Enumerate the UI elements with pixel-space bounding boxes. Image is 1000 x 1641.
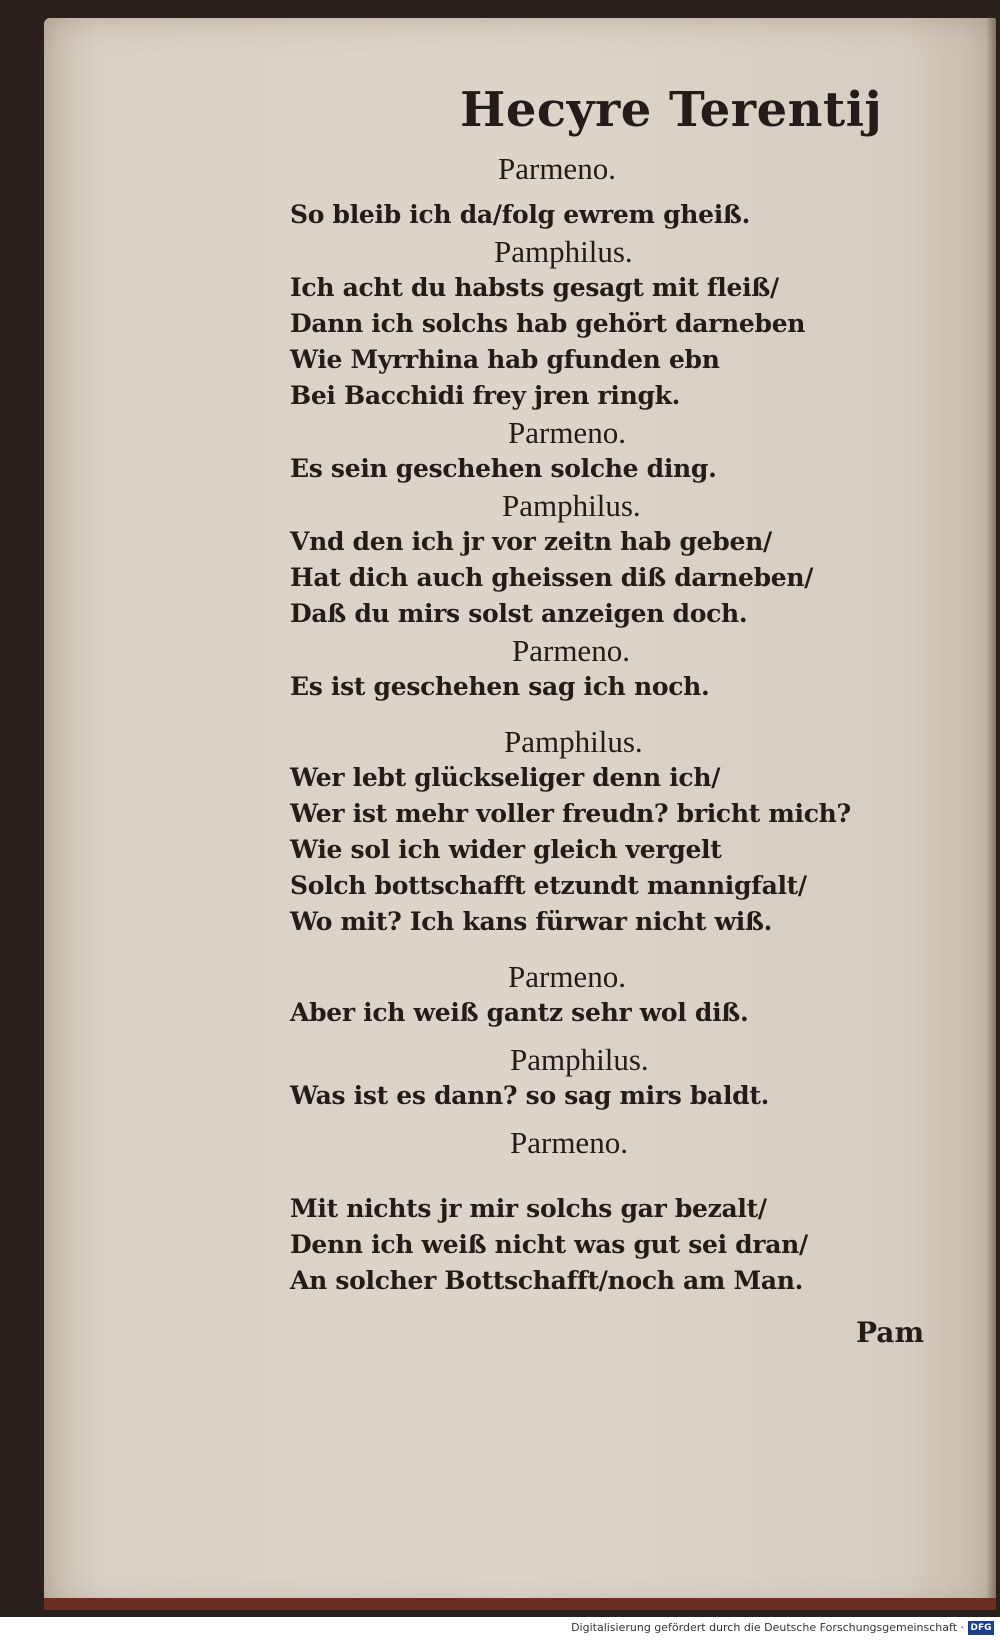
verse-line: Es ist geschehen sag ich noch.	[290, 672, 710, 701]
dfg-logo-icon: DFG	[968, 1621, 994, 1635]
verse-line: Was ist es dann? so sag mirs baldt.	[290, 1081, 769, 1110]
verse-line: Es sein geschehen solche ding.	[290, 454, 717, 483]
funding-notice: Digitalisierung gefördert durch die Deutsche Forschungsgemeinschaft ·	[571, 1621, 964, 1634]
footer-bar	[0, 1617, 1000, 1641]
speaker-name: Parmeno.	[508, 959, 626, 994]
verse-line: Dann ich solchs hab gehört darneben	[290, 309, 806, 338]
verse-line: Wo mit? Ich kans fürwar nicht wiß.	[290, 907, 773, 936]
verse-line: Wer ist mehr voller freudn? bricht mich?	[290, 799, 851, 828]
verse-line: An solcher Bottschafft/noch am Man.	[290, 1266, 804, 1295]
catchword: Pam	[856, 1316, 925, 1349]
speaker-name: Parmeno.	[498, 151, 616, 186]
dialogue-text	[290, 150, 890, 1299]
verse-line: So bleib ich da/folg ewrem gheiß.	[290, 200, 751, 229]
running-header: Hecyre Terentij	[460, 82, 883, 138]
speaker-name: Parmeno.	[508, 415, 626, 450]
verse-line: Wie Myrrhina hab gfunden ebn	[290, 345, 720, 374]
verse-line: Ich acht du habsts gesagt mit fleiß/	[290, 273, 779, 302]
speaker-name: Pamphilus.	[494, 234, 633, 269]
speaker-name: Pamphilus.	[504, 724, 643, 759]
verse-line: Solch bottschafft etzundt mannigfalt/	[290, 871, 807, 900]
verse-line: Bei Bacchidi frey jren ringk.	[290, 381, 681, 410]
book-edge	[44, 1598, 996, 1610]
speaker-name: Pamphilus.	[510, 1042, 649, 1077]
speaker-name: Pamphilus.	[502, 488, 641, 523]
verse-line: Wie sol ich wider gleich vergelt	[290, 835, 722, 864]
verse-line: Daß du mirs solst anzeigen doch.	[290, 599, 748, 628]
verse-line: Aber ich weiß gantz sehr wol diß.	[290, 998, 749, 1027]
verse-line: Hat dich auch gheissen diß darneben/	[290, 563, 814, 592]
verse-line: Mit nichts jr mir solchs gar bezalt/	[290, 1194, 767, 1223]
verse-line: Vnd den ich jr vor zeitn hab geben/	[290, 527, 772, 556]
verse-line: Denn ich weiß nicht was gut sei dran/	[290, 1230, 808, 1259]
speaker-name: Parmeno.	[512, 633, 630, 668]
verse-line: Wer lebt glückseliger denn ich/	[290, 763, 721, 792]
speaker-name: Parmeno.	[510, 1125, 628, 1160]
